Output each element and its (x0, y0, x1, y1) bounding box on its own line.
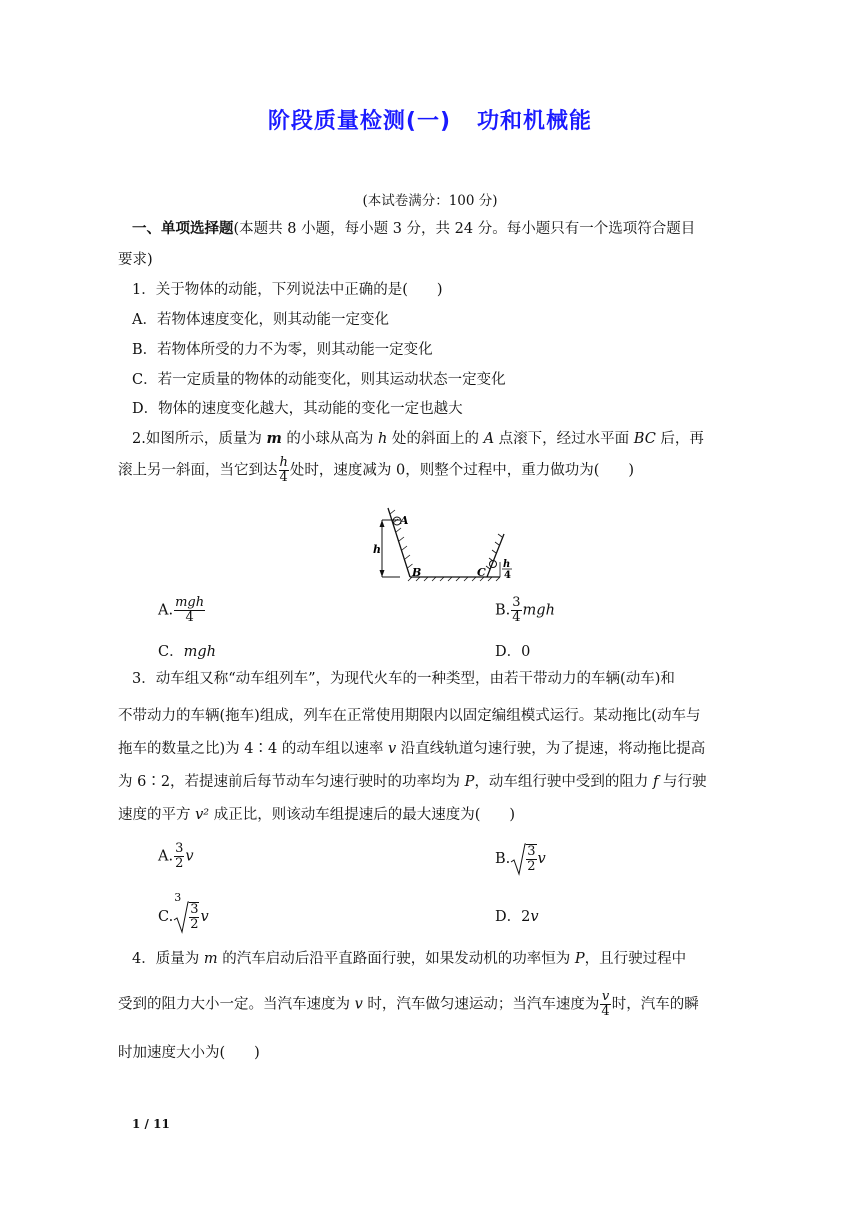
option-label: A. (158, 602, 174, 619)
option-label: D．2 (495, 909, 531, 925)
score-note: (本试卷满分：100 分) (362, 193, 498, 209)
option-fraction (174, 596, 205, 625)
q3-line1: 3．动车组又称“动车组列车”，为现代火车的一种类型，由若干带动力的车辆(动车)和 (132, 671, 675, 687)
frac-num: 3 (175, 841, 184, 856)
q2-var-h: h (378, 431, 388, 447)
q1-option-d: D．物体的速度变化越大，其动能的变化一定也越大 (132, 401, 463, 417)
frac-num: 3 (512, 595, 521, 610)
frac-den: 2 (175, 856, 184, 871)
q1-option-a: A．若物体速度变化，则其动能一定变化 (132, 312, 389, 328)
q4-text: 受到的阻力大小一定。当汽车速度为 (118, 996, 355, 1013)
q3-line4 (118, 770, 707, 791)
fig-label-h: h (373, 543, 381, 556)
section1-desc1: (本题共 8 小题，每小题 3 分，共 24 分。每小题只有一个选项符合题目 (233, 221, 696, 237)
q4-line3: 时加速度大小为( ) (118, 1045, 260, 1061)
q3-option-a (158, 842, 194, 871)
q3-line2: 不带动力的车辆(拖车)组成，列车在正常使用期限内以固定编组模式运行。某动拖比(动车与 (118, 708, 701, 724)
q2-text: 处的斜面上的 (387, 431, 484, 447)
q1-stem: 1．关于物体的动能，下列说法中正确的是( ) (132, 282, 443, 298)
fig-label-h4-den: 4 (504, 570, 511, 581)
option-var-v: v (200, 909, 209, 925)
option-fraction (189, 902, 199, 932)
frac-num: 3 (190, 902, 199, 917)
option-label: B. (495, 851, 511, 867)
q4-line2 (118, 990, 699, 1019)
q2-line1 (132, 427, 704, 448)
q4-text: 4．质量为 (132, 951, 204, 967)
title-part1: 阶段质量检测(一) (267, 109, 452, 134)
frac-num: 3 (527, 844, 536, 859)
arrow-up-icon (380, 520, 385, 527)
q4-fraction-v-over-4 (600, 990, 610, 1019)
option-tail: mgh (522, 602, 555, 619)
q2-line2 (118, 456, 634, 485)
fig-label-h4-num: h (503, 559, 511, 570)
q2-option-a (158, 596, 206, 625)
option-label: C. (158, 909, 174, 925)
option-value: mgh (183, 644, 216, 660)
section1-heading: 一、单项选择题 (132, 220, 234, 237)
q1-option-c: C．若一定质量的物体的动能变化，则其运动状态一定变化 (132, 372, 506, 388)
title-part2: 功和机械能 (477, 109, 593, 134)
q3-text: 与行驶 (658, 774, 707, 790)
q4-text: 时，汽车的瞬 (611, 996, 699, 1013)
option-label: A. (158, 848, 174, 865)
frac-den: 2 (527, 859, 536, 874)
q3-option-b (495, 842, 546, 876)
section1-line1 (132, 217, 695, 238)
arrow-down-icon (380, 570, 385, 577)
q2-var-bc: BC (633, 431, 656, 447)
q3-text: 沿直线轨道匀速行驶，为了提速，将动拖比提高 (396, 741, 706, 757)
q3-line5 (118, 803, 515, 824)
frac-den: 4 (279, 470, 288, 485)
q3-var-v2: v² (195, 807, 210, 823)
root-index: 3 (174, 891, 182, 904)
fig-label-b: B (412, 566, 422, 579)
option-var-v: v (530, 909, 539, 925)
q4-text: ，且行驶过程中 (584, 951, 687, 967)
frac-num: h (279, 455, 288, 470)
fig-label-a: A (400, 514, 409, 527)
q2-var-a: A (483, 431, 495, 447)
q4-text: 的汽车启动后沿平直路面行驶，如果发动机的功率恒为 (217, 951, 575, 967)
frac-den: 4 (601, 1004, 610, 1019)
q2-text: 2.如图所示，质量为 (132, 431, 267, 447)
section1-desc2: 要求) (118, 252, 153, 268)
q4-var-p: P (574, 951, 585, 967)
frac-den: 4 (185, 610, 194, 625)
q3-line3 (118, 737, 705, 758)
q2-text: 滚上另一斜面，当它到达 (118, 462, 278, 479)
q2-fraction-h-over-4 (279, 456, 289, 485)
q2-text: 点滚下，经过水平面 (494, 431, 634, 447)
cube-root (173, 891, 189, 934)
page-title (0, 104, 860, 135)
right-incline (487, 534, 504, 577)
q4-text: 时，汽车做匀速运动；当汽车速度为 (362, 996, 600, 1013)
sqrt-icon (510, 842, 526, 876)
q3-var-f: f (653, 774, 659, 790)
option-fraction (526, 844, 536, 874)
q1-option-b: B．若物体所受的力不为零，则其动能一定变化 (132, 342, 433, 358)
q4-line1 (132, 947, 686, 968)
q2-text: 后，再 (655, 431, 704, 447)
q3-text: ，动车组行驶中受到的阻力 (474, 774, 654, 790)
incline-figure (370, 500, 530, 586)
fig-label-c: C (477, 566, 486, 579)
q2-text: 处时，速度减为 0，则整个过程中，重力做功为( ) (289, 462, 635, 479)
q3-text: 拖车的数量之比)为 4∶4 的动车组以速率 (118, 741, 388, 757)
q3-option-d (495, 905, 539, 926)
page-number: 1 / 11 (132, 1117, 170, 1131)
q2-text: 的小球从高为 (281, 431, 379, 447)
q2-var-m: m (266, 430, 282, 447)
option-fraction (174, 842, 184, 871)
q3-text: 速度的平方 (118, 807, 196, 823)
frac-num: mgh (175, 595, 205, 610)
q3-var-p: P (464, 774, 475, 790)
option-label: C． (158, 644, 184, 660)
frac-num: v (601, 989, 610, 1004)
q3-var-v: v (387, 741, 397, 757)
q2-option-d: D．0 (495, 644, 531, 660)
q2-option-b (495, 596, 555, 625)
q3-text: 为 6∶2，若提速前后每节动车匀速行驶时的功率均为 (118, 774, 465, 790)
q3-text: 成正比，则该动车组提速后的最大速度为( ) (209, 807, 516, 823)
option-var-v: v (537, 851, 546, 867)
sqrt-icon (173, 900, 189, 934)
q2-option-c (158, 640, 216, 661)
frac-den: 2 (190, 917, 199, 932)
q3-option-c (158, 891, 209, 934)
option-fraction (511, 596, 521, 625)
option-label: B. (495, 602, 511, 619)
q4-var-m: m (203, 951, 218, 967)
option-var-v: v (185, 848, 194, 865)
frac-den: 4 (512, 610, 521, 625)
q4-var-v: v (354, 996, 363, 1013)
